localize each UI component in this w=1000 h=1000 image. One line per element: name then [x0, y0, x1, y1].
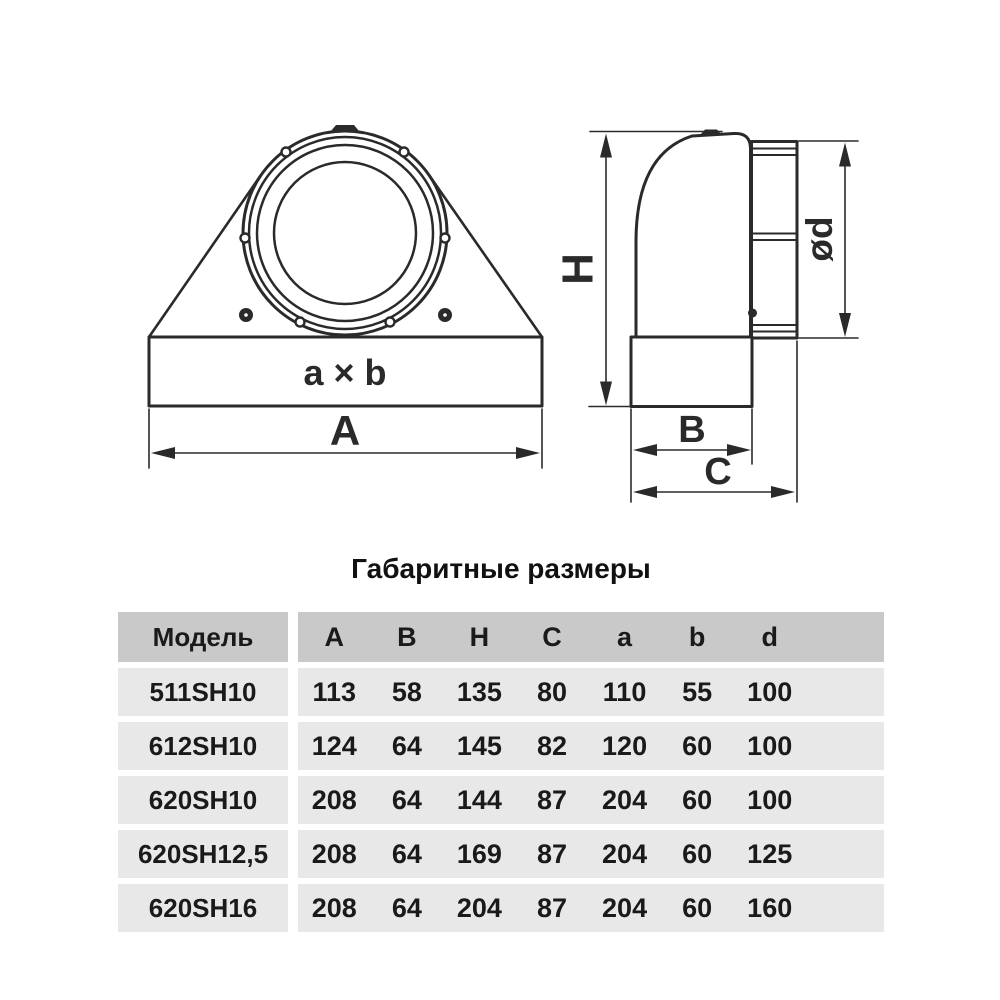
table-row: [118, 722, 884, 770]
table-row: [118, 668, 884, 716]
elbow-body: [636, 133, 751, 338]
column-header-b: b: [688, 621, 706, 652]
value-cell: 64: [391, 892, 422, 923]
value-cell: 87: [536, 784, 568, 815]
value-cell: 60: [682, 838, 713, 869]
width-dimension-label: A: [329, 407, 361, 454]
value-cell: 110: [602, 676, 647, 707]
spigot-clip-dot: [748, 309, 757, 318]
table-row: [118, 830, 884, 878]
value-cell: 82: [536, 730, 568, 761]
a-dimension: [149, 407, 542, 468]
depth-dimension-label: B: [678, 409, 706, 451]
value-cell: 87: [536, 892, 568, 923]
front-view-drawing: [149, 125, 542, 468]
model-name: 511SH10: [118, 668, 288, 716]
duct-opening-inner-ring: [274, 162, 416, 304]
value-cell: 64: [391, 730, 422, 761]
value-cell: 169: [456, 838, 502, 869]
table-header-row: [118, 612, 884, 662]
collar-snap-bumps: [241, 148, 450, 327]
value-cell: 60: [682, 784, 713, 815]
value-cell: 124: [311, 730, 357, 761]
column-header-d: d: [761, 621, 778, 652]
column-header-A: A: [324, 621, 345, 652]
model-name: 620SH12,5: [118, 830, 288, 878]
value-cell: 208: [311, 838, 357, 869]
column-header-C: C: [542, 621, 562, 652]
value-cell: 204: [456, 892, 502, 923]
value-cell: 204: [602, 892, 648, 923]
value-cell: 60: [682, 730, 713, 761]
value-cell: 55: [682, 676, 713, 707]
value-cell: 100: [747, 676, 793, 707]
value-cell: 135: [456, 676, 502, 707]
value-cell: 64: [391, 838, 422, 869]
height-dimension-label: H: [553, 253, 603, 285]
model-column-header: Модель: [118, 612, 288, 662]
value-cell: 125: [747, 838, 793, 869]
model-name: 612SH10: [118, 722, 288, 770]
section-title: Габаритные размеры: [351, 553, 651, 584]
top-tab: [331, 125, 359, 131]
diameter-dimension-label: ød: [798, 216, 840, 262]
model-name: 620SH10: [118, 776, 288, 824]
value-cell: 204: [602, 838, 648, 869]
dimensions-table: [118, 612, 884, 938]
value-cell: 160: [747, 892, 793, 923]
value-cell: 80: [536, 676, 568, 707]
column-header-a: a: [617, 621, 633, 652]
value-cell: 87: [536, 838, 568, 869]
table-row: [118, 776, 884, 824]
value-cell: 60: [682, 892, 713, 923]
value-cell: 120: [602, 730, 648, 761]
dimension-column-headers: [298, 612, 884, 662]
value-cell: 113: [312, 676, 357, 707]
duct-size-label: a × b: [303, 352, 387, 393]
table-row: [118, 884, 884, 932]
value-cell: 145: [456, 730, 502, 761]
value-cell: 208: [311, 784, 357, 815]
side-base-rect: [631, 337, 752, 407]
value-cell: 208: [311, 892, 357, 923]
value-cell: 204: [602, 784, 648, 815]
value-cell: 58: [391, 676, 422, 707]
value-cell: 100: [747, 730, 793, 761]
side-view-drawing: [554, 130, 858, 503]
value-cell: 100: [747, 784, 793, 815]
value-cell: 64: [391, 784, 422, 815]
column-header-B: B: [397, 621, 417, 652]
model-name: 620SH16: [118, 884, 288, 932]
diameter-dimension: [799, 141, 858, 338]
total-depth-dimension-label: C: [704, 451, 732, 493]
column-header-H: H: [469, 621, 490, 652]
value-cell: 144: [456, 784, 502, 815]
